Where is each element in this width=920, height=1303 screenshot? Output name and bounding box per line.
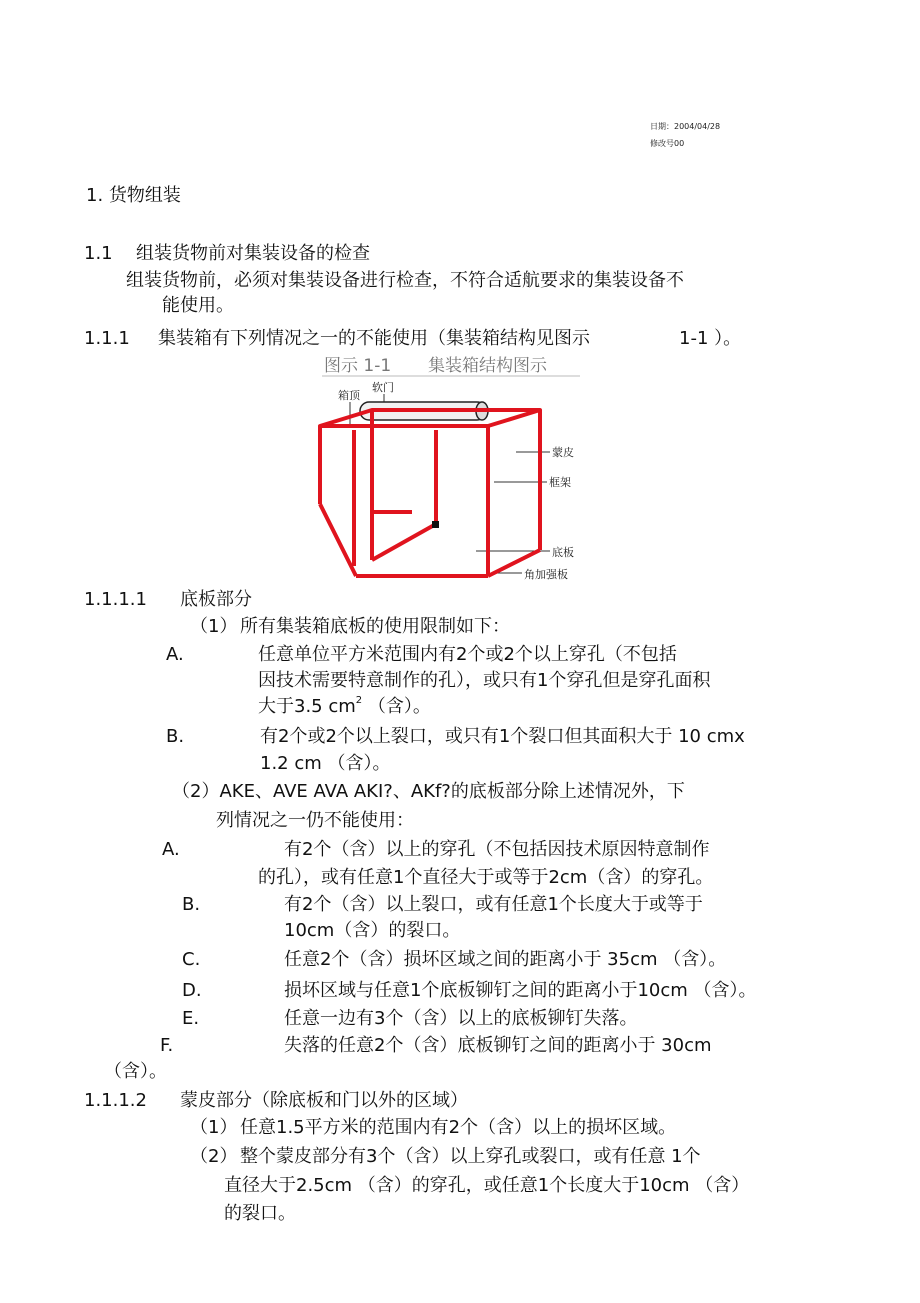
floor-item-2e-text: 任意一边有3个（含）以上的底板铆钉失落。 bbox=[284, 1008, 638, 1029]
section-1-1-body-line-2: 能使用。 bbox=[162, 295, 234, 316]
skin-item-1-text: 任意1.5平方米的范围内有2个（含）以上的损坏区域。 bbox=[240, 1117, 677, 1138]
floor-item-2b-line-1: 有2个（含）以上裂口，或有任意1个长度大于或等于 bbox=[284, 894, 703, 915]
section-1-1-1-number: 1.1.1 bbox=[84, 328, 130, 349]
floor-item-2a-label: A. bbox=[162, 839, 180, 860]
base-corner-marker bbox=[432, 521, 439, 528]
floor-item-1a-line-1: 任意单位平方米范围内有2个或2个以上穿孔（不包括 bbox=[258, 644, 677, 665]
floor-item-1-text: 所有集装箱底板的使用限制如下： bbox=[240, 616, 510, 637]
skin-item-1-label: （1） bbox=[190, 1117, 238, 1138]
section-1-title: 1. 货物组装 bbox=[86, 185, 181, 206]
label-frame: 框架 bbox=[549, 476, 571, 489]
section-1-1-1-2-title: 蒙皮部分（除底板和门以外的区域） bbox=[180, 1090, 468, 1111]
floor-item-1b-line-1: 有2个或2个以上裂口，或只有1个裂口但其面积大于 10 cmx bbox=[260, 726, 745, 747]
floor-item-2-line-2: 列情况之一仍不能使用： bbox=[216, 810, 414, 831]
section-1-1-number: 1.1 bbox=[84, 243, 113, 264]
floor-item-1a-line-2: 因技术需要特意制作的孔），或只有1个穿孔但是穿孔面积 bbox=[258, 670, 711, 691]
section-1-1-1-1-title: 底板部分 bbox=[180, 589, 252, 610]
section-1-1-1-title: 集装箱有下列情况之一的不能使用（集装箱结构见图示 bbox=[158, 328, 590, 349]
label-roof: 箱顶 bbox=[338, 389, 360, 402]
floor-item-2b-line-2: 10cm（含）的裂口。 bbox=[284, 920, 461, 941]
skin-item-2-line-3: 的裂口。 bbox=[224, 1203, 296, 1224]
floor-item-2c-text: 任意2个（含）损坏区域之间的距离小于 35cm （含）。 bbox=[284, 949, 727, 970]
floor-item-2a-line-1: 有2个（含）以上的穿孔（不包括因技术原因特意制作 bbox=[284, 839, 710, 860]
floor-item-2f-line-1: 失落的任意2个（含）底板铆钉之间的距离小于 30cm bbox=[284, 1035, 712, 1056]
skin-item-2-line-2: 直径大于2.5cm （含）的穿孔，或任意1个长度大于10cm （含） bbox=[224, 1175, 750, 1196]
skin-item-2-line-1: 整个蒙皮部分有3个（含）以上穿孔或裂口，或有任意 1个 bbox=[240, 1146, 701, 1167]
section-1-1-title: 组装货物前对集装设备的检查 bbox=[136, 243, 370, 264]
floor-item-2d-text: 损坏区域与任意1个底板铆钉之间的距离小于10cm （含）。 bbox=[284, 980, 757, 1001]
section-1-1-1-2-number: 1.1.1.2 bbox=[84, 1090, 147, 1111]
skin-item-2-label: （2） bbox=[190, 1146, 238, 1167]
figure-caption-title: 集装箱结构图示 bbox=[428, 356, 547, 376]
container-structure-figure bbox=[316, 354, 590, 584]
label-corner-plate: 角加强板 bbox=[524, 568, 568, 581]
floor-item-1a-label: A. bbox=[166, 644, 184, 665]
floor-item-2c-label: C. bbox=[182, 949, 201, 970]
header-revision: 修改号00 bbox=[650, 139, 685, 148]
floor-item-2e-label: E. bbox=[182, 1008, 200, 1029]
section-1-1-1-figure-ref: 1-1 ）。 bbox=[679, 328, 742, 349]
floor-item-1a-line-3 bbox=[258, 695, 431, 717]
floor-item-2-line-1: （2）AKE、AVE AVA AKI?、AKf?的底板部分除上述情况外，下 bbox=[172, 781, 685, 802]
floor-item-2a-line-2: 的孔），或有任意1个直径大于或等于2cm（含）的穿孔。 bbox=[258, 867, 714, 888]
frame-left-slope bbox=[320, 504, 356, 576]
floor-item-1a-line-3-main: 大于3.5 cm bbox=[258, 696, 356, 717]
floor-item-1a-line-3-suffix: （含）。 bbox=[362, 696, 431, 717]
floor-item-2f-line-2: （含）。 bbox=[104, 1061, 167, 1082]
floor-item-2f-label: F. bbox=[160, 1035, 174, 1056]
container-diagram bbox=[316, 354, 590, 584]
floor-item-1-label: （1） bbox=[190, 616, 238, 637]
floor-item-1b-line-2: 1.2 cm （含）。 bbox=[260, 753, 391, 774]
floor-item-2b-label: B. bbox=[182, 894, 201, 915]
label-soft-door: 软门 bbox=[372, 381, 394, 394]
label-skin: 蒙皮 bbox=[552, 446, 574, 459]
figure-caption-number: 图示 1-1 bbox=[324, 356, 392, 376]
frame-base-diagonal bbox=[372, 524, 436, 560]
squared-superscript: 2 bbox=[355, 695, 363, 706]
section-1-1-1-1-number: 1.1.1.1 bbox=[84, 589, 147, 610]
floor-item-1b-label: B. bbox=[166, 726, 185, 747]
label-base: 底板 bbox=[552, 546, 574, 559]
header-date: 日期：2004/04/28 bbox=[650, 122, 721, 131]
section-1-1-body-line-1: 组装货物前，必须对集装设备进行检查，不符合适航要求的集装设备不 bbox=[126, 270, 684, 291]
floor-item-2d-label: D. bbox=[182, 980, 202, 1001]
